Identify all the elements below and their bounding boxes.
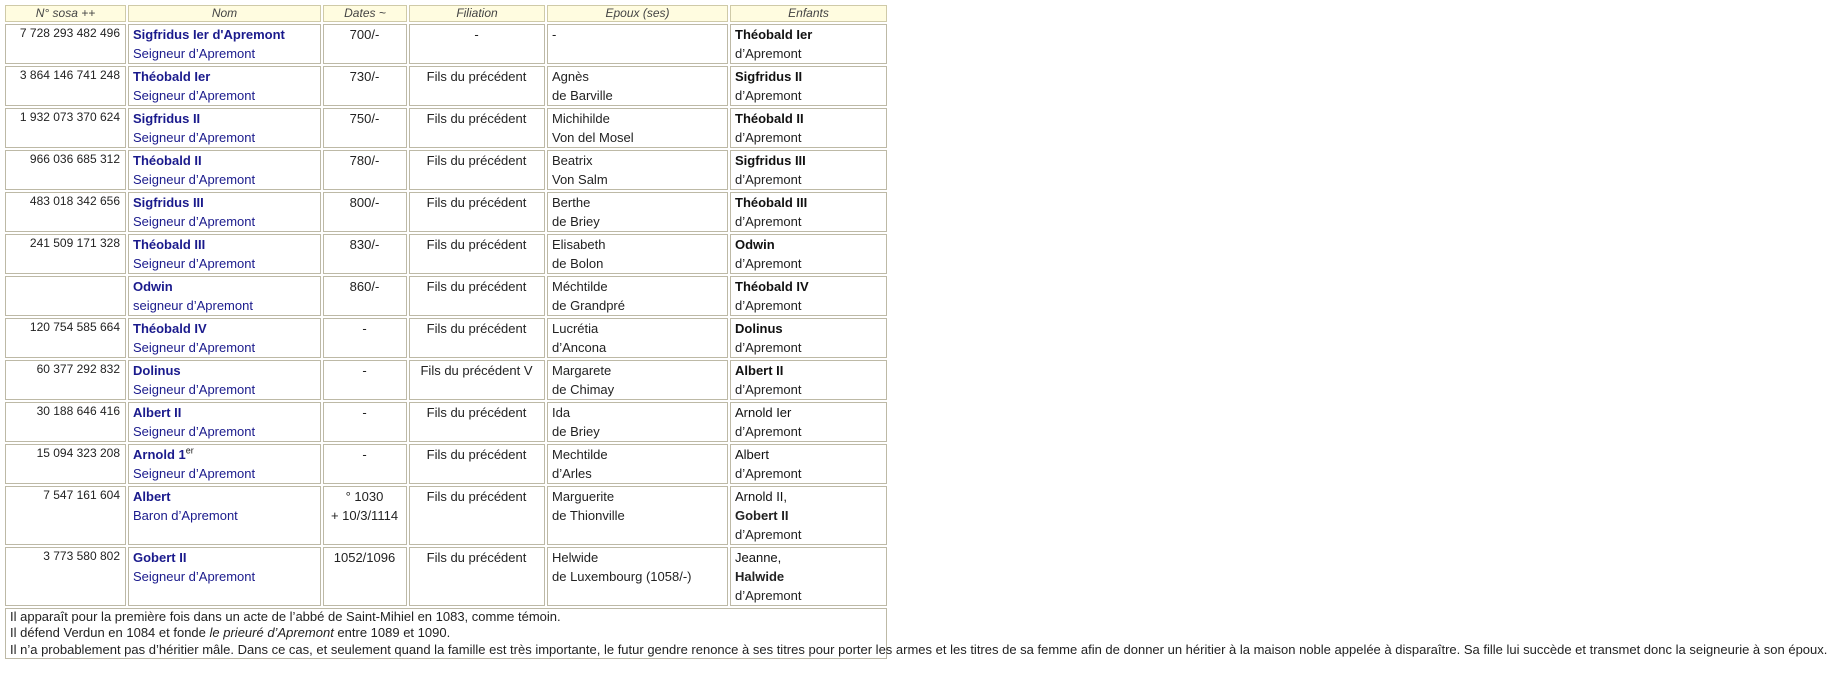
filiation-cell: Fils du précédent	[409, 234, 545, 274]
person-cell	[128, 360, 321, 400]
child-detail: d’Apremont	[735, 130, 802, 145]
person-title: Seigneur d’Apremont	[133, 214, 256, 229]
child-name: Albert	[735, 447, 769, 462]
header-row	[5, 5, 887, 22]
sosa-number	[5, 276, 126, 316]
dates-cell	[323, 318, 407, 358]
person-title: Seigneur d’Apremont	[133, 424, 256, 439]
children-cell	[730, 444, 887, 484]
child-name: Théobald IV	[735, 279, 809, 294]
spouse-name: Elisabeth	[552, 237, 606, 252]
note-line-2-end: entre 1089 et 1090.	[333, 625, 451, 641]
sosa-number: 1 932 073 370 624	[5, 108, 126, 148]
child-line-2	[735, 422, 881, 441]
date-primary: 1052/1096	[333, 550, 396, 565]
child-line-1	[735, 403, 881, 422]
child-detail: Gobert II	[735, 508, 789, 523]
person-title: Seigneur d’Apremont	[133, 172, 256, 187]
child-name: Arnold II,	[735, 489, 788, 504]
sosa-number: 3 864 146 741 248	[5, 66, 126, 106]
person-name: Théobald II	[133, 153, 202, 168]
header-nom: Nom	[128, 5, 321, 22]
child-name: Théobald Ier	[735, 27, 813, 42]
sosa-number: 7 728 293 482 496	[5, 24, 126, 64]
child-line-1	[735, 277, 881, 296]
table-row	[5, 276, 887, 316]
table-row	[5, 24, 887, 64]
date-primary: 730/-	[349, 69, 380, 84]
table-row	[5, 234, 887, 274]
filiation-cell: Fils du précédent	[409, 318, 545, 358]
spouse-origin: de Briey	[552, 424, 600, 439]
child-line-1	[735, 193, 881, 212]
spouse-name: Marguerite	[552, 489, 615, 504]
filiation-cell: Fils du précédent V	[409, 360, 545, 400]
person-name: Théobald Ier	[133, 69, 211, 84]
spouse-origin: de Luxembourg (1058/-)	[552, 569, 692, 584]
filiation-cell: Fils du précédent	[409, 66, 545, 106]
date-primary: 800/-	[349, 195, 380, 210]
child-line-1	[735, 151, 881, 170]
person-title: Seigneur d’Apremont	[133, 569, 256, 584]
children-cell	[730, 150, 887, 190]
child-name: Odwin	[735, 237, 775, 252]
table-row	[5, 192, 887, 232]
spouse-cell	[547, 360, 728, 400]
dates-cell	[323, 276, 407, 316]
spouse-origin: d’Arles	[552, 466, 592, 481]
spouse-cell	[547, 318, 728, 358]
filiation-cell: Fils du précédent	[409, 444, 545, 484]
spouse-origin: de Bolon	[552, 256, 604, 271]
dates-cell	[323, 486, 407, 545]
person-cell	[128, 318, 321, 358]
person-title: Baron d’Apremont	[133, 508, 238, 523]
spouse-cell	[547, 108, 728, 148]
person-cell	[128, 276, 321, 316]
person-name: Odwin	[133, 279, 173, 294]
header-filiation: Filiation	[409, 5, 545, 22]
spouse-origin: de Thionville	[552, 508, 625, 523]
spouse-cell	[547, 402, 728, 442]
child-detail: d’Apremont	[735, 46, 802, 61]
spouse-cell	[547, 150, 728, 190]
children-cell	[730, 192, 887, 232]
filiation-cell: Fils du précédent	[409, 402, 545, 442]
dates-cell	[323, 24, 407, 64]
child-line-2	[735, 464, 881, 483]
child-line-1	[735, 235, 881, 254]
spouse-origin: de Grandpré	[552, 298, 625, 313]
table-row	[5, 547, 887, 606]
dates-cell	[323, 234, 407, 274]
spouse-cell	[547, 24, 728, 64]
table-row	[5, 318, 887, 358]
child-line-1	[735, 445, 881, 464]
header-sosa: N° sosa ++	[5, 5, 126, 22]
children-cell	[730, 108, 887, 148]
person-name: Sigfridus Ier d'Apremont	[133, 27, 285, 42]
children-cell	[730, 24, 887, 64]
spouse-cell	[547, 547, 728, 606]
person-name: Gobert II	[133, 550, 187, 565]
child-name: Sigfridus III	[735, 153, 806, 168]
children-cell	[730, 234, 887, 274]
dates-cell	[323, 547, 407, 606]
child-name: Théobald II	[735, 111, 804, 126]
child-line-3: d’Apremont	[735, 588, 802, 603]
spouse-name: Lucrétia	[552, 321, 599, 336]
spouse-cell	[547, 486, 728, 545]
children-cell	[730, 486, 887, 545]
child-detail: d’Apremont	[735, 382, 802, 397]
children-cell	[730, 318, 887, 358]
note-priory-name: le prieuré d’Apremont	[209, 625, 334, 641]
sosa-number: 120 754 585 664	[5, 318, 126, 358]
person-title: Seigneur d’Apremont	[133, 340, 256, 355]
children-cell	[730, 66, 887, 106]
child-line-1	[735, 25, 881, 44]
child-line-2	[735, 254, 881, 273]
person-cell	[128, 402, 321, 442]
name-superscript: er	[185, 445, 194, 456]
dates-cell	[323, 66, 407, 106]
child-detail: Halwide	[735, 569, 785, 584]
date-primary: 860/-	[349, 279, 380, 294]
dates-cell	[323, 192, 407, 232]
table-row	[5, 66, 887, 106]
person-cell	[128, 486, 321, 545]
dates-cell	[323, 108, 407, 148]
person-cell	[128, 192, 321, 232]
date-primary: -	[362, 363, 367, 378]
table-row	[5, 150, 887, 190]
header-dates: Dates ~	[323, 5, 407, 22]
spouse-name: Berthe	[552, 195, 591, 210]
note-line-2-text: Il défend Verdun en 1084 et fonde	[10, 625, 210, 641]
child-line-2	[735, 128, 881, 147]
spouse-name: Margarete	[552, 363, 612, 378]
sosa-number: 60 377 292 832	[5, 360, 126, 400]
person-name: Sigfridus II	[133, 111, 201, 126]
child-detail: d’Apremont	[735, 424, 802, 439]
spouse-origin: de Briey	[552, 214, 600, 229]
spouse-cell	[547, 66, 728, 106]
children-cell	[730, 276, 887, 316]
sosa-number: 3 773 580 802	[5, 547, 126, 606]
child-line-2	[735, 380, 881, 399]
child-line-1	[735, 109, 881, 128]
biography-note	[5, 608, 1827, 659]
sosa-number: 966 036 685 312	[5, 150, 126, 190]
spouse-name: Helwide	[552, 550, 599, 565]
child-name: Sigfridus II	[735, 69, 803, 84]
spouse-cell	[547, 444, 728, 484]
spouse-name: -	[552, 27, 557, 42]
child-line-1	[735, 548, 881, 567]
sosa-number: 30 188 646 416	[5, 402, 126, 442]
child-name: Dolinus	[735, 321, 783, 336]
person-cell	[128, 547, 321, 606]
table-row	[5, 360, 887, 400]
child-name: Jeanne,	[735, 550, 782, 565]
date-primary: 700/-	[349, 27, 380, 42]
children-cell	[730, 402, 887, 442]
filiation-cell: Fils du précédent	[409, 192, 545, 232]
child-detail: d’Apremont	[735, 298, 802, 313]
date-primary: ° 1030	[345, 489, 384, 504]
spouse-name: Beatrix	[552, 153, 593, 168]
header-epoux: Epoux (ses)	[547, 5, 728, 22]
date-primary: -	[362, 405, 367, 420]
filiation-cell: Fils du précédent	[409, 486, 545, 545]
sosa-number: 241 509 171 328	[5, 234, 126, 274]
child-detail: d’Apremont	[735, 340, 802, 355]
person-name: Arnold 1	[133, 447, 186, 462]
filiation-cell: -	[409, 24, 545, 64]
child-line-2	[735, 44, 881, 63]
table-row	[5, 486, 887, 545]
spouse-name: Méchtilde	[552, 279, 608, 294]
children-cell	[730, 360, 887, 400]
filiation-cell: Fils du précédent	[409, 547, 545, 606]
child-line-2	[735, 212, 881, 231]
person-cell	[128, 150, 321, 190]
dates-cell	[323, 402, 407, 442]
child-detail: d’Apremont	[735, 466, 802, 481]
person-name: Albert	[133, 489, 171, 504]
date-primary: -	[362, 447, 367, 462]
person-cell	[128, 108, 321, 148]
person-name: Dolinus	[133, 363, 181, 378]
child-line-1	[735, 361, 881, 380]
spouse-cell	[547, 276, 728, 316]
dates-cell	[323, 150, 407, 190]
person-title: seigneur d’Apremont	[133, 298, 253, 313]
genealogy-table	[3, 3, 1827, 661]
child-name: Théobald III	[735, 195, 808, 210]
spouse-name: Mechtilde	[552, 447, 608, 462]
person-title: Seigneur d’Apremont	[133, 130, 256, 145]
person-cell	[128, 234, 321, 274]
sosa-number: 15 094 323 208	[5, 444, 126, 484]
child-detail: d’Apremont	[735, 214, 802, 229]
child-line-2	[735, 170, 881, 189]
filiation-cell: Fils du précédent	[409, 276, 545, 316]
spouse-origin: Von del Mosel	[552, 130, 634, 145]
person-title: Seigneur d’Apremont	[133, 466, 256, 481]
date-primary: 750/-	[349, 111, 380, 126]
date-secondary: + 10/3/1114	[330, 508, 399, 523]
child-line-2	[735, 567, 881, 586]
table-row	[5, 402, 887, 442]
spouse-origin: Von Salm	[552, 172, 608, 187]
child-name: Arnold Ier	[735, 405, 792, 420]
child-line-2	[735, 506, 881, 525]
children-cell	[730, 547, 887, 606]
table-row	[5, 108, 887, 148]
child-detail: d’Apremont	[735, 88, 802, 103]
date-primary: 780/-	[349, 153, 380, 168]
child-line-1	[735, 487, 881, 506]
note-line-1: Il apparaît pour la première fois dans un acte de l’abbé de Saint-Mihiel en 1083, comme témoin.	[10, 609, 561, 624]
spouse-name: Michihilde	[552, 111, 610, 126]
person-cell	[128, 444, 321, 484]
sosa-number: 483 018 342 656	[5, 192, 126, 232]
spouse-origin: de Barville	[552, 88, 613, 103]
table-row	[5, 444, 887, 484]
filiation-cell: Fils du précédent	[409, 150, 545, 190]
child-detail: d’Apremont	[735, 172, 802, 187]
date-primary: -	[362, 321, 367, 336]
child-line-2	[735, 296, 881, 315]
child-line-1	[735, 319, 881, 338]
child-line-2	[735, 86, 881, 105]
spouse-origin: de Chimay	[552, 382, 615, 397]
person-title: Seigneur d’Apremont	[133, 46, 256, 61]
child-line-1	[735, 67, 881, 86]
spouse-origin: d’Ancona	[552, 340, 607, 355]
sosa-number: 7 547 161 604	[5, 486, 126, 545]
filiation-cell: Fils du précédent	[409, 108, 545, 148]
person-title: Seigneur d’Apremont	[133, 382, 256, 397]
dates-cell	[323, 444, 407, 484]
date-primary: 830/-	[349, 237, 380, 252]
person-cell	[128, 24, 321, 64]
note-line-2	[10, 625, 881, 641]
person-name: Albert II	[133, 405, 182, 420]
child-detail: d’Apremont	[735, 256, 802, 271]
spouse-cell	[547, 192, 728, 232]
person-cell	[128, 66, 321, 106]
dates-cell	[323, 360, 407, 400]
person-name: Sigfridus III	[133, 195, 204, 210]
spouse-name: Agnès	[552, 69, 589, 84]
person-name: Théobald III	[133, 237, 206, 252]
note-line-3: Il n’a probablement pas d’héritier mâle. Dans ce cas, et seulement quand la famille est très importante, le futur gendre renonce à ses titres pour porter les armes et les titres de sa femme afin de donner un héritier à la maison noble appelée à disparaître. Sa fille lui succède et transmet donc la seigneurie à son époux.	[10, 641, 1827, 657]
person-name: Théobald IV	[133, 321, 207, 336]
header-enfants: Enfants	[730, 5, 887, 22]
person-title: Seigneur d’Apremont	[133, 256, 256, 271]
spouse-name: Ida	[552, 405, 571, 420]
child-name: Albert II	[735, 363, 784, 378]
child-line-2	[735, 338, 881, 357]
child-line-3: d’Apremont	[735, 527, 802, 542]
spouse-cell	[547, 234, 728, 274]
person-title: Seigneur d’Apremont	[133, 88, 256, 103]
